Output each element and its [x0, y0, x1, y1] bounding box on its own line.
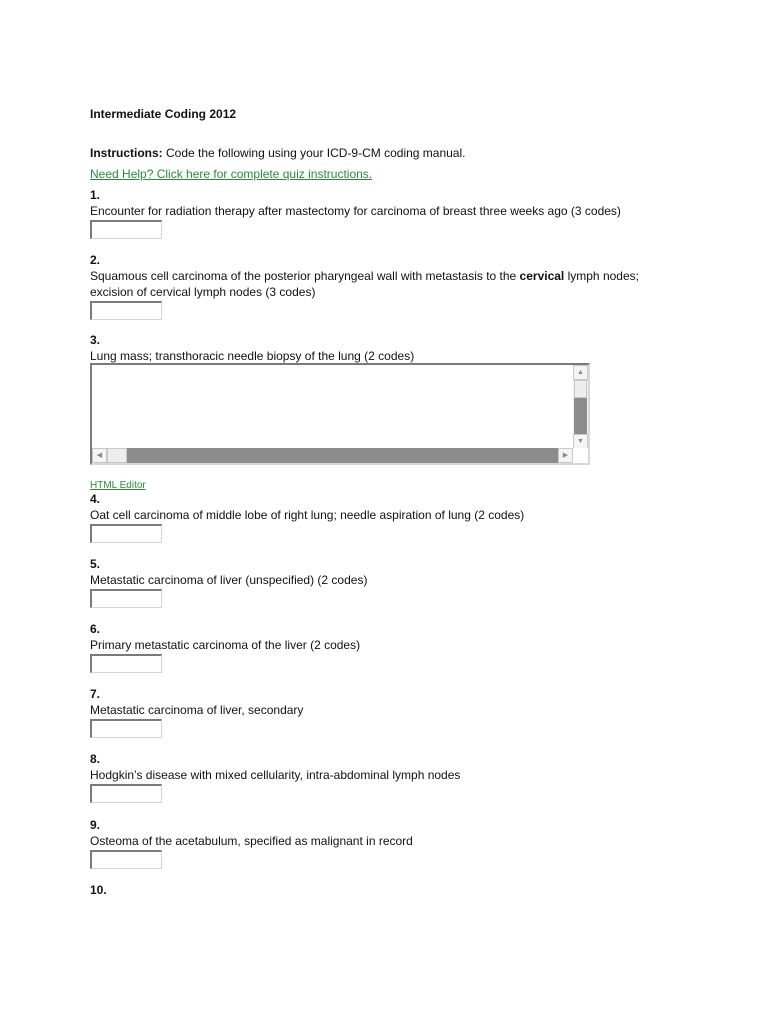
- answer-input-9[interactable]: [90, 850, 162, 869]
- question-number: 8.: [90, 752, 101, 766]
- question-10: [90, 882, 690, 898]
- question-4: [90, 491, 690, 543]
- question-number: 2.: [90, 253, 101, 267]
- help-link[interactable]: Need Help? Click here for complete quiz instructions.: [90, 167, 373, 181]
- instructions-label: Instructions:: [90, 146, 163, 160]
- question-text: Metastatic carcinoma of liver, secondary: [90, 703, 304, 717]
- instructions: [90, 145, 465, 161]
- question-2: [90, 252, 650, 320]
- page-title: Intermediate Coding 2012: [90, 107, 237, 121]
- question-number: 4.: [90, 492, 101, 506]
- question-text: Encounter for radiation therapy after mastectomy for carcinoma of breast three weeks ago (3 codes): [90, 204, 621, 218]
- scroll-track: [574, 380, 587, 398]
- question-text: Oat cell carcinoma of middle lobe of right lung; needle aspiration of lung (2 codes): [90, 508, 525, 522]
- question-text: Primary metastatic carcinoma of the liver (2 codes): [90, 638, 361, 652]
- answer-input-6[interactable]: [90, 654, 162, 673]
- question-1: [90, 187, 690, 239]
- question-text: Metastatic carcinoma of liver (unspecified) (2 codes): [90, 573, 368, 587]
- instructions-text: Code the following using your ICD-9-CM coding manual.: [162, 146, 466, 160]
- question-number: 5.: [90, 557, 101, 571]
- answer-input-5[interactable]: [90, 589, 162, 608]
- html-editor-link[interactable]: HTML Editor: [90, 480, 146, 491]
- question-text: Lung mass; transthoracic needle biopsy of the lung (2 codes): [90, 349, 415, 363]
- question-number: 6.: [90, 622, 101, 636]
- scroll-left-icon[interactable]: ◀: [92, 448, 107, 463]
- answer-input-1[interactable]: [90, 220, 162, 239]
- question-7: [90, 686, 690, 738]
- question-number: 9.: [90, 818, 101, 832]
- scroll-thumb[interactable]: [107, 448, 127, 463]
- question-8: [90, 751, 690, 803]
- scroll-down-icon[interactable]: ▼: [573, 434, 588, 449]
- question-6: [90, 621, 690, 673]
- scroll-right-icon[interactable]: ▶: [558, 448, 573, 463]
- answer-input-7[interactable]: [90, 719, 162, 738]
- horizontal-scrollbar[interactable]: [92, 448, 573, 463]
- question-text-part: lymph nodes; excision of cervical lymph nodes (3 codes): [90, 269, 639, 299]
- answer-input-4[interactable]: [90, 524, 162, 543]
- question-number: 3.: [90, 333, 101, 347]
- scroll-up-icon[interactable]: ▲: [573, 365, 588, 380]
- answer-input-8[interactable]: [90, 784, 162, 803]
- question-number: 10.: [90, 883, 107, 897]
- question-text: Hodgkin’s disease with mixed cellularity, intra-abdominal lymph nodes: [90, 768, 461, 782]
- question-number: 7.: [90, 687, 101, 701]
- question-5: [90, 556, 690, 608]
- question-text-part: Squamous cell carcinoma of the posterior pharyngeal wall with metastasis to the: [90, 269, 520, 283]
- question-3: [90, 332, 690, 364]
- answer-textarea-3[interactable]: [90, 363, 590, 465]
- question-9: [90, 817, 690, 869]
- question-text: Osteoma of the acetabulum, specified as malignant in record: [90, 834, 413, 848]
- vertical-scrollbar[interactable]: [573, 365, 588, 449]
- scrollbar-corner: [573, 448, 588, 463]
- answer-input-2[interactable]: [90, 301, 162, 320]
- question-text: [90, 268, 650, 300]
- question-text-bold: cervical: [519, 269, 565, 283]
- question-number: 1.: [90, 188, 101, 202]
- scroll-thumb[interactable]: [574, 398, 587, 434]
